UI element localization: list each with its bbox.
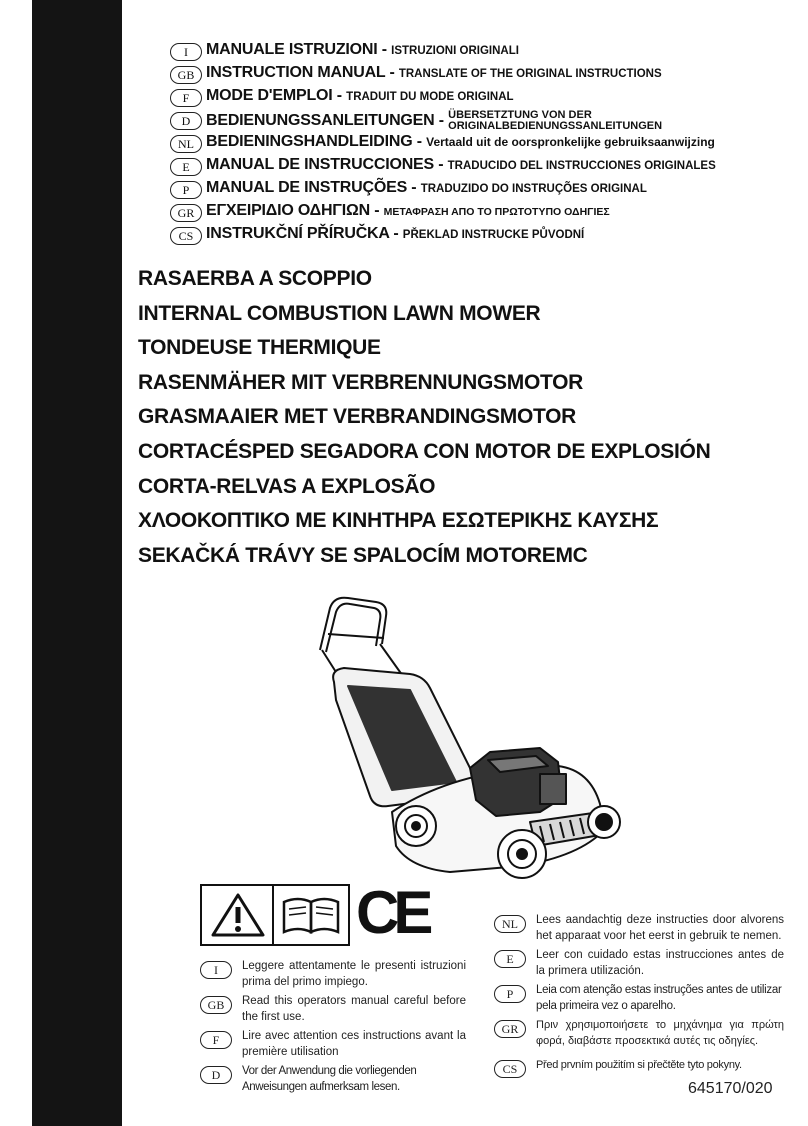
instruction-item — [494, 1017, 784, 1049]
lang-title: INSTRUKČNÍ PŘÍRUČKA — [206, 225, 390, 242]
instruction-text: Leer con cuidado estas instrucciones antes de la primera utilización. — [536, 949, 784, 977]
lang-row-gr: GR ΕΓΧΕΙΡΙΔΙΟ ΟΔΗΓΙΩΝ - ΜΕΤΑΦΡΑΣΗ ΑΠΟ ΤΟ ΠΡΩΤΟΤΥΠΟ ΟΔΗΓΙΕΣ — [170, 201, 790, 224]
lang-badge: I — [200, 961, 232, 979]
instruction-item — [200, 958, 466, 990]
lang-row-d: D BEDIENUNGSSANLEITUNGEN - ÜBERSETZTUNG VON DER ORIGINALBEDIENUNGSSANLEITUNGEN — [170, 109, 790, 132]
lang-subtitle: TRADUZIDO DO INSTRUÇÕES ORIGINAL — [420, 183, 647, 195]
instruction-text: Read this operators manual careful before the first use. — [242, 995, 466, 1023]
instruction-item — [200, 993, 466, 1025]
product-title: TONDEUSE THERMIQUE — [138, 336, 381, 360]
product-title: RASENMÄHER MIT VERBRENNUNGSMOTOR — [138, 370, 584, 394]
lang-badge: GB — [170, 66, 202, 84]
lang-title: MANUALE ISTRUZIONI — [206, 41, 378, 58]
lang-badge: F — [200, 1031, 232, 1049]
lang-subtitle: ISTRUZIONI ORIGINALI — [391, 45, 519, 57]
lang-title: MANUAL DE INSTRUÇÕES — [206, 179, 408, 196]
lang-badge: P — [170, 181, 202, 199]
lang-badge: GR — [170, 204, 202, 222]
lang-subtitle: TRADUIT DU MODE ORIGINAL — [346, 91, 514, 103]
instruction-text: Lees aandachtig deze instructies door alvorens het apparaat voor het eerst in gebruik te nemen. — [536, 914, 784, 942]
product-title: ΧΛΟΟΚΟΠΤΙΚΟ ΜΕ ΚΙΝΗΤΗΡΑ ΕΣΩΤΕΡΙΚΗΣ ΚΑΥΣΗΣ — [138, 509, 659, 533]
lang-badge: GR — [494, 1020, 526, 1038]
lang-subtitle: PŘEKLAD INSTRUCKE PŮVODNÍ — [402, 229, 585, 241]
lang-badge: D — [200, 1066, 232, 1084]
lawn-mower-illustration — [300, 590, 630, 880]
read-manual-book-icon — [280, 894, 342, 936]
lang-row-e: E MANUAL DE INSTRUCCIONES - TRADUCIDO DEL INSTRUCCIONES ORIGINALES — [170, 155, 790, 178]
lang-row-nl: NL BEDIENINGSHANDLEIDING - Vertaald uit de oorspronkelijke gebruiksaanwijzing — [170, 132, 790, 155]
instruction-item — [494, 982, 784, 1014]
instruction-item — [494, 1057, 784, 1076]
product-title: SEKAČKÁ TRÁVY SE SPALOCÍM MOTOREMC — [138, 543, 588, 567]
warning-triangle-icon — [210, 892, 266, 938]
product-title: GRASMAAIER MET VERBRANDINGSMOTOR — [138, 405, 577, 429]
instruction-text: Před prvním použitím si přečtěte tyto pokyny. — [536, 1059, 742, 1071]
lang-subtitle: TRANSLATE OF THE ORIGINAL INSTRUCTIONS — [398, 68, 662, 80]
lang-row-f: F MODE D'EMPLOI - TRADUIT DU MODE ORIGINAL — [170, 86, 790, 109]
product-title-list — [138, 262, 798, 573]
instructions-left-column — [200, 958, 466, 1098]
instruction-item — [200, 1028, 466, 1060]
lang-title: BEDIENUNGSSANLEITUNGEN — [206, 112, 435, 130]
lang-row-gb: GB INSTRUCTION MANUAL - TRANSLATE OF THE ORIGINAL INSTRUCTIONS — [170, 63, 790, 86]
lang-badge: E — [494, 950, 526, 968]
lang-badge: NL — [494, 915, 526, 933]
lang-badge: I — [170, 43, 202, 61]
lang-subtitle: ΜΕΤΑΦΡΑΣΗ ΑΠΟ ΤΟ ΠΡΩΤΟΤΥΠΟ ΟΔΗΓΙΕΣ — [383, 206, 610, 218]
lang-row-cs: CS INSTRUKČNÍ PŘÍRUČKA - PŘEKLAD INSTRUCKE PŮVODNÍ — [170, 224, 790, 247]
lang-subtitle-line2: ORIGINALBEDIENUNGSSANLEITUNGEN — [448, 120, 663, 132]
product-title: RASAERBA A SCOPPIO — [138, 267, 372, 290]
lang-title: ΕΓΧΕΙΡΙΔΙΟ ΟΔΗΓΙΩΝ — [206, 202, 370, 219]
lang-subtitle: TRADUCIDO DEL INSTRUCCIONES ORIGINALES — [447, 160, 716, 172]
instruction-text: Leggere attentamente le presenti istruzioni prima del primo impiego. — [242, 960, 466, 988]
lang-title: INSTRUCTION MANUAL — [206, 64, 386, 81]
ce-mark: CE — [356, 879, 428, 946]
instruction-text: Lire avec attention ces instructions avant la premiѐre utilisation — [242, 1030, 466, 1058]
instruction-item — [200, 1063, 466, 1095]
warning-pictogram-box — [200, 884, 350, 946]
lang-badge: F — [170, 89, 202, 107]
lang-row-p: P MANUAL DE INSTRUÇÕES - TRADUZIDO DO INSTRUÇÕES ORIGINAL — [170, 178, 790, 201]
lang-badge: D — [170, 112, 202, 130]
instruction-text: Vor der Anwendung die vorliegenden Anweisungen aufmerksam lesen. — [242, 1065, 417, 1093]
product-title: INTERNAL COMBUSTION LAWN MOWER — [138, 301, 541, 325]
instruction-item — [494, 947, 784, 979]
lang-badge: CS — [494, 1060, 526, 1078]
lang-title: MODE D'EMPLOI — [206, 87, 333, 104]
instructions-right-column — [494, 912, 784, 1076]
language-title-list — [170, 40, 790, 247]
lang-badge: CS — [170, 227, 202, 245]
lang-row-i: I MANUALE ISTRUZIONI - ISTRUZIONI ORIGINALI — [170, 40, 790, 63]
lang-subtitle-line1: ÜBERSETZTUNG VON DER — [448, 109, 592, 121]
product-title: CORTACÉSPED SEGADORA CON MOTOR DE EXPLOSIÓN — [138, 439, 711, 463]
instruction-text: Leia com atenção estas instruções antes de utilizar pela primeira vez o aparelho. — [536, 984, 782, 1012]
lang-badge: NL — [170, 135, 202, 153]
instruction-item — [494, 912, 784, 944]
lang-badge: GB — [200, 996, 232, 1014]
lang-subtitle: Vertaald uit de oorspronkelijke gebruiksaanwijzing — [426, 135, 715, 149]
product-title: CORTA-RELVAS A EXPLOSÃO — [138, 474, 436, 498]
instruction-text: Πριν χρησιμοποιήσετε το μηχάνημα για πρώτη φορά, διαβάστε προσεκτικά αυτές τις οδηγίες. — [536, 1019, 784, 1047]
black-sidebar-band — [32, 0, 122, 1126]
lang-title: BEDIENINGSHANDLEIDING — [206, 133, 413, 150]
lang-badge: P — [494, 985, 526, 1003]
document-code: 645170/020 — [688, 1080, 773, 1097]
lang-title: MANUAL DE INSTRUCCIONES — [206, 156, 435, 173]
lang-badge: E — [170, 158, 202, 176]
